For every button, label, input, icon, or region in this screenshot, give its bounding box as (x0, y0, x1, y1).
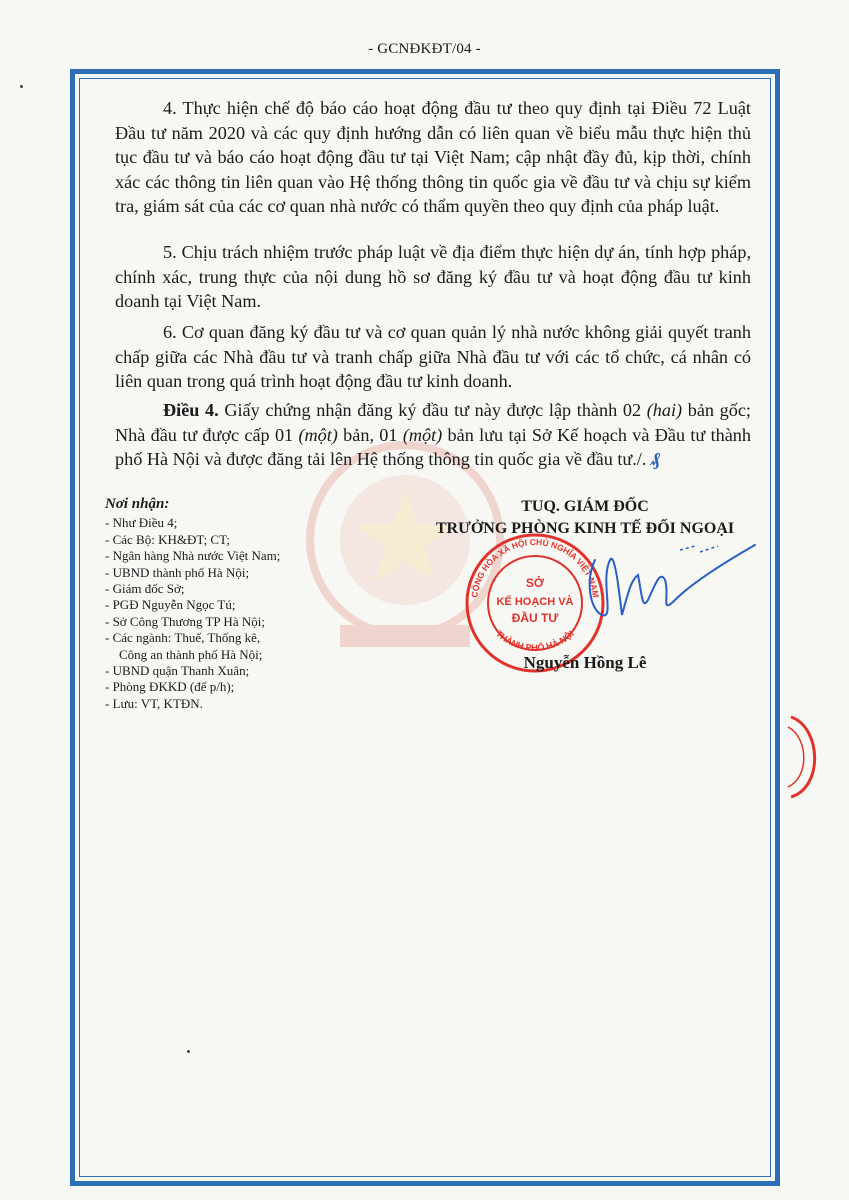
article-4-em-2: (một) (298, 424, 338, 445)
article-4 (115, 398, 751, 472)
recipients-block (105, 496, 405, 712)
seal-center-bot: ĐẦU TƯ (511, 611, 559, 625)
recipient-item: - Phòng ĐKKD (để p/h); (105, 679, 235, 695)
handwritten-signature (560, 540, 760, 640)
recipient-item: - UBND quận Thanh Xuân; (105, 663, 250, 679)
paragraph-5: 5. Chịu trách nhiệm trước pháp luật về địa điểm thực hiện dự án, tính hợp pháp, chính xác, trung thực của nội dung hồ sơ đăng ký đầu tư và hoạt động đầu tư kinh doanh tại Việt Nam. (115, 242, 751, 311)
recipient-item: - Giám đốc Sở; (105, 581, 185, 597)
seal-ring-bottom: THÀNH PHỐ HÀ NỘI (494, 628, 576, 653)
article-4-text-1: Giấy chứng nhận đăng ký đầu tư này được lập thành 02 (218, 400, 647, 420)
seal-ring-top: CỘNG HÒA XÃ HỘI CHỦ NGHĨA VIỆT NAM (469, 536, 601, 599)
recipients-title: Nơi nhận: (105, 496, 170, 512)
recipient-item: - Các ngành: Thuế, Thống kê, (105, 630, 261, 646)
paragraph-4: 4. Thực hiện chế độ báo cáo hoạt động đầu tư theo quy định tại Điều 72 Luật Đầu tư năm 2020 và các quy định hướng dẫn có liên quan về biểu mẫu thực hiện thủ tục đầu tư và báo cáo hoạt động đầu tư tại Việt Nam; cập nhật đầy đủ, kịp thời, chính xác các thông tin liên quan vào Hệ thống thông tin quốc gia về đầu tư và chịu sự kiểm tra, giám sát của các cơ quan nhà nước có thẩm quyền theo quy định của pháp luật. (115, 98, 751, 216)
speck (187, 1050, 190, 1053)
article-4-em-1: (hai) (646, 400, 683, 420)
paragraph-6: 6. Cơ quan đăng ký đầu tư và cơ quan quản lý nhà nước không giải quyết tranh chấp giữa các Nhà đầu tư và tranh chấp giữa Nhà đầu tư với các tổ chức, cá nhân có liên quan trong quá trình hoạt động đầu tư kinh doanh. (115, 322, 751, 391)
signer-title: TRƯỞNG PHÒNG KINH TẾ ĐỐI NGOẠI (435, 520, 735, 537)
article-4-text-2: bản gốc; Nhà đầu tư được cấp 01 (115, 400, 751, 445)
article-4-text-3: bản, 01 (337, 424, 403, 445)
recipient-item: - UBND thành phố Hà Nội; (105, 564, 250, 580)
recipient-item: - Như Điều 4; (105, 515, 178, 531)
article-4-em-3: (một) (402, 424, 443, 445)
article-4-text-4: bản lưu tại Sở Kế hoạch và Đầu tư thành phố Hà Nội và được đăng tải lên Hệ thống thông tin quốc gia về đầu tư./. (115, 424, 751, 469)
recipient-item: - Ngân hàng Nhà nước Việt Nam; (105, 548, 281, 564)
header-code: - GCNĐKĐT/04 - (368, 41, 481, 57)
recipient-item: - Sở Công Thương TP Hà Nội; (105, 613, 265, 629)
article-4-label: Điều 4. (163, 400, 219, 420)
edge-seal-fragment (786, 712, 826, 802)
recipient-item: - PGĐ Nguyễn Ngọc Tú; (105, 597, 236, 613)
signer-name: Nguyễn Hồng Lê (523, 653, 647, 672)
speck (20, 85, 23, 88)
recipient-item: - Lưu: VT, KTĐN. (105, 695, 203, 711)
recipient-item: - Các Bộ: KH&ĐT; CT; (105, 531, 230, 547)
recipient-item: Công an thành phố Hà Nội; (119, 646, 263, 662)
initial-mark: ₰ (650, 449, 661, 469)
seal-center-mid: KẾ HOẠCH VÀ (496, 596, 574, 608)
signer-authority: TUQ. GIÁM ĐỐC (521, 498, 649, 515)
seal-center-top: SỞ (525, 576, 545, 590)
